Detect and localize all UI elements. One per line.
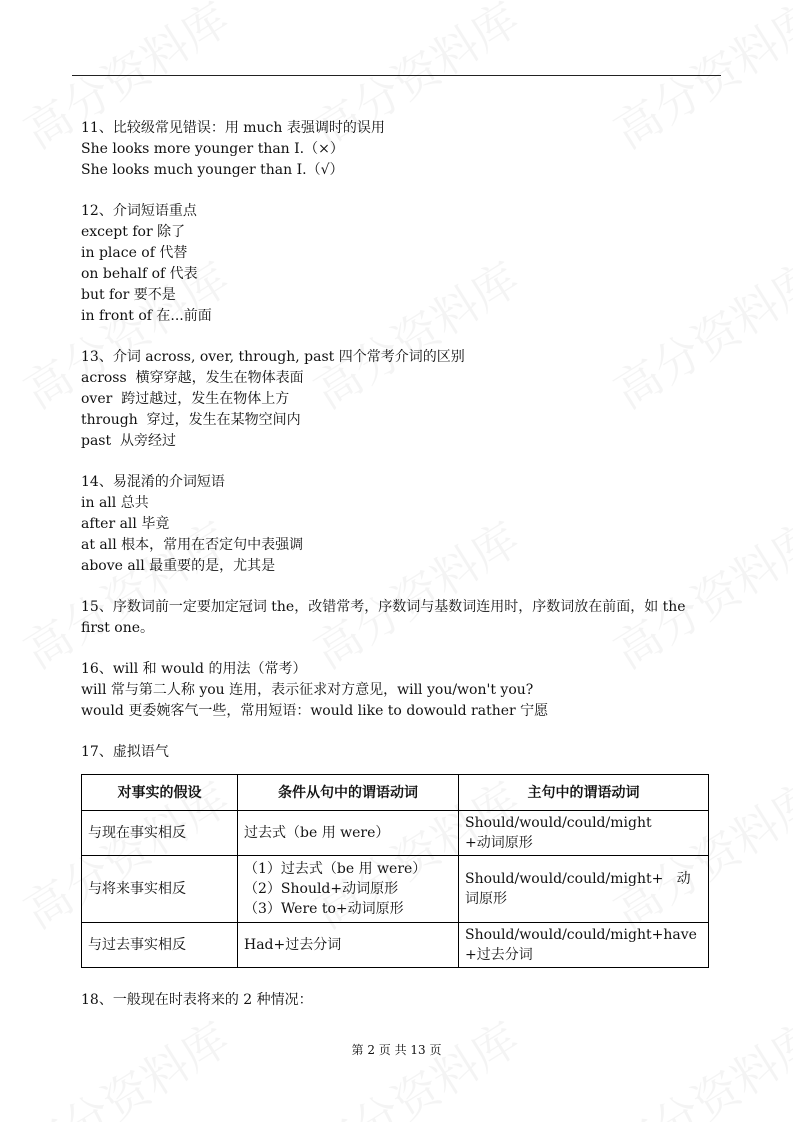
cell-line: Should/would/could/might+ 动 bbox=[465, 871, 691, 887]
header-rule bbox=[72, 75, 721, 76]
section-15 bbox=[81, 597, 713, 639]
phrase-line: in all 总共 bbox=[81, 495, 149, 511]
section-16 bbox=[81, 659, 713, 722]
table-header: 对事实的假设 bbox=[82, 775, 238, 811]
phrase-line: would 更委婉客气一些，常用短语：would like to dowould rather 宁愿 bbox=[81, 703, 549, 719]
table-row bbox=[82, 923, 709, 968]
phrase-line: in place of 代替 bbox=[81, 245, 188, 261]
section-13 bbox=[81, 347, 713, 452]
phrase-line: except for 除了 bbox=[81, 224, 186, 240]
table-cell bbox=[459, 856, 709, 923]
section-heading: 16、will 和 would 的用法（常考） bbox=[81, 661, 307, 677]
example-line: She looks much younger than I.（√） bbox=[81, 162, 344, 178]
cell-line: +过去分词 bbox=[465, 947, 533, 963]
cell-line: 词原形 bbox=[465, 891, 507, 907]
table-header-row bbox=[82, 775, 709, 811]
phrase-line: in front of 在...前面 bbox=[81, 308, 212, 324]
watermark bbox=[10, 1004, 240, 1122]
section-17 bbox=[81, 742, 713, 763]
table-cell bbox=[238, 856, 459, 923]
table-cell: 与过去事实相反 bbox=[82, 923, 238, 968]
table-cell bbox=[238, 811, 459, 856]
phrase-line: but for 要不是 bbox=[81, 287, 176, 303]
section-heading: 11、比较级常见错误：用 much 表强调时的误用 bbox=[81, 120, 385, 136]
table-header: 主句中的谓语动词 bbox=[459, 775, 709, 811]
page-number: 第 2 页 共 13 页 bbox=[351, 1043, 442, 1057]
section-11 bbox=[81, 118, 713, 181]
section-heading: 12、介词短语重点 bbox=[81, 203, 197, 219]
table-cell: 与将来事实相反 bbox=[82, 856, 238, 923]
section-14 bbox=[81, 472, 713, 577]
cell-line: +动词原形 bbox=[465, 835, 533, 851]
phrase-line: over 跨过越过，发生在物体上方 bbox=[81, 391, 290, 407]
subjunctive-table bbox=[81, 774, 709, 968]
section-heading: 13、介词 across, over, through, past 四个常考介词的区别 bbox=[81, 349, 465, 365]
table-row bbox=[82, 811, 709, 856]
watermark bbox=[300, 1004, 530, 1122]
phrase-line: on behalf of 代表 bbox=[81, 266, 198, 282]
paragraph: 15、序数词前一定要加定冠词 the，改错常考，序数词与基数词连用时，序数词放在前面，如 the first one。 bbox=[81, 599, 686, 636]
document-body bbox=[81, 118, 713, 1011]
table-cell bbox=[238, 923, 459, 968]
watermark bbox=[600, 1004, 793, 1122]
section-heading: 14、易混淆的介词短语 bbox=[81, 474, 225, 490]
phrase-line: across 横穿穿越，发生在物体表面 bbox=[81, 370, 304, 386]
section-heading: 17、虚拟语气 bbox=[81, 744, 169, 760]
cell-line: Had+过去分词 bbox=[244, 937, 342, 953]
cell-line: Should/would/could/might+have bbox=[465, 927, 697, 943]
cell-line: 过去式（be 用 were） bbox=[244, 825, 390, 841]
cell-line: （2）Should+动词原形 bbox=[244, 881, 399, 897]
example-line: She looks more younger than I.（×） bbox=[81, 141, 344, 157]
table-row bbox=[82, 856, 709, 923]
phrase-line: after all 毕竟 bbox=[81, 516, 170, 532]
table-cell bbox=[459, 923, 709, 968]
table-cell bbox=[459, 811, 709, 856]
phrase-line: through 穿过，发生在某物空间内 bbox=[81, 412, 301, 428]
phrase-line: above all 最重要的是，尤其是 bbox=[81, 558, 276, 574]
table-cell: 与现在事实相反 bbox=[82, 811, 238, 856]
phrase-line: past 从旁经过 bbox=[81, 433, 177, 449]
cell-line: （1）过去式（be 用 were） bbox=[244, 861, 427, 877]
cell-line: （3）Were to+动词原形 bbox=[244, 901, 404, 917]
phrase-line: at all 根本，常用在否定句中表强调 bbox=[81, 537, 304, 553]
phrase-line: will 常与第二人称 you 连用，表示征求对方意见，will you/won't you? bbox=[81, 682, 534, 698]
table-header: 条件从句中的谓语动词 bbox=[238, 775, 459, 811]
section-heading: 18、一般现在时表将来的 2 种情况： bbox=[81, 992, 313, 1008]
cell-line: Should/would/could/might bbox=[465, 815, 652, 831]
section-12 bbox=[81, 201, 713, 327]
